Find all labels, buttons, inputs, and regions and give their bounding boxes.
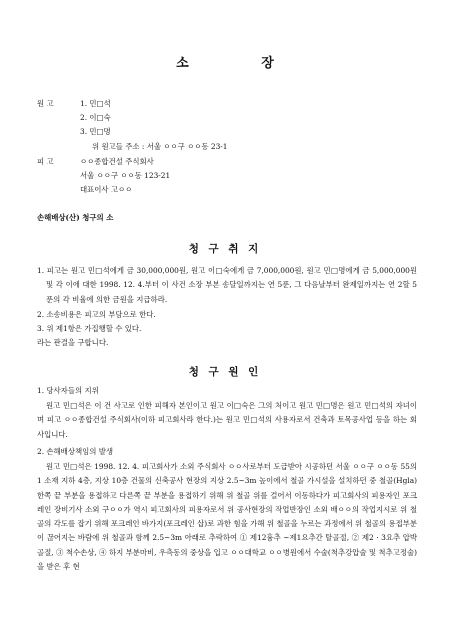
reason-1-heading: 1. 당사자들의 지위 <box>37 386 99 395</box>
case-title: 손해배상(산) 청구의 소 <box>37 213 114 222</box>
defendant-label: 피 고 <box>37 157 54 166</box>
defendant-rep: 대표이사 고ㅇㅇ <box>80 185 133 194</box>
plaintiff-address: 위 원고들 주소 : 서울 ㅇㅇ구 ㅇㅇ동 23-1 <box>92 142 228 151</box>
claim-closing: 라는 판결을 구합니다. <box>37 338 109 347</box>
defendant-address: 서울 ㅇㅇ구 ㅇㅇ동 123-21 <box>80 171 171 180</box>
document-title: 소 장 <box>176 56 308 71</box>
plaintiff-1: 1. 민□석 <box>80 99 111 108</box>
plaintiff-3: 3. 민□명 <box>80 127 111 136</box>
claims-heading: 청 구 취 지 <box>188 243 262 255</box>
claim-2: 2. 소송비용은 피고의 부담으로 한다. <box>37 310 156 319</box>
defendant-name: ㅇㅇ종합건설 주식회사 <box>80 157 154 166</box>
reason-1-body: 원고 민□석은 이 건 사고로 인한 피해자 본인이고 원고 이□숙은 그의 처이고 원고 민□명은 원고 민□석의 자녀이며 피고 ㅇㅇ종합건설 주식회사(이하 피고회사라 한다.)는 원고 민□석의 사용자로서 건축과 토목공사업 등을 하는 회사입니다. <box>37 401 417 439</box>
plaintiff-2: 2. 이□숙 <box>80 113 111 122</box>
reasons-heading: 청 구 원 인 <box>188 366 262 378</box>
reason-2-heading: 2. 손해배상책임의 발생 <box>37 447 114 456</box>
claim-1: 1. 피고는 원고 민□석에게 금 30,000,000원, 원고 이□숙에게 금 7,000,000원, 원고 민□명에게 금 5,000,000원 및 각 이에 대한 1998. 12. 4.부터 이 사건 소장 부본 송달일까지는 연 5푼, 그 다음날부터 완제일까지는 연 2할 5푼의 각 비율에 의한 금원을 지급하라. <box>37 266 417 304</box>
plaintiff-label: 원 고 <box>37 99 54 108</box>
reason-2-body: 원고 민□석은 1998. 12. 4. 피고회사가 소외 주식회사 ㅇㅇ사로부터 도급받아 시공하던 서울 ㅇㅇ구 ㅇㅇ동 55의 1 소재 지하 4층, 지상 10층 건물의 신축공사 현장의 지상 2.5~3m 높이에서 철골 가시설을 설치하던 중 철골(Hgla) 한쪽 끝 부분을 용접하고 다른쪽 끝 부분을 용접하기 위해 위 철골 위를 걸어서 이동하다가 피고회사의 피용자인 포크레인 장비기사 소외 구ㅇㅇ가 역시 피고회사의 피용자로서 위 공사현장의 작업반장인 소외 배ㅇㅇ의 작업지시로 위 철골의 각도를 잡기 위해 포크레인 바가지(포크레인 삽)로 과한 힘을 가해 위 철골을 누르는 과정에서 위 철골의 용접부분이 끊어지는 바람에 위 철골과 함께 2.5~3m 아래로 추락하여 ① 제12흉추 ~제1요추간 탈골절, ② 제2 · 3요추 압박골절, ③ 척수손상, ④ 하지 부분마비, 우측동의 중상을 입고 ㅇㅇ대학교 ㅇㅇ병원에서 수술(척추강압술 및 척추고정술)을 받은 후 현 <box>37 462 417 572</box>
claim-3: 3. 위 제1항은 가집행할 수 있다. <box>37 324 142 333</box>
